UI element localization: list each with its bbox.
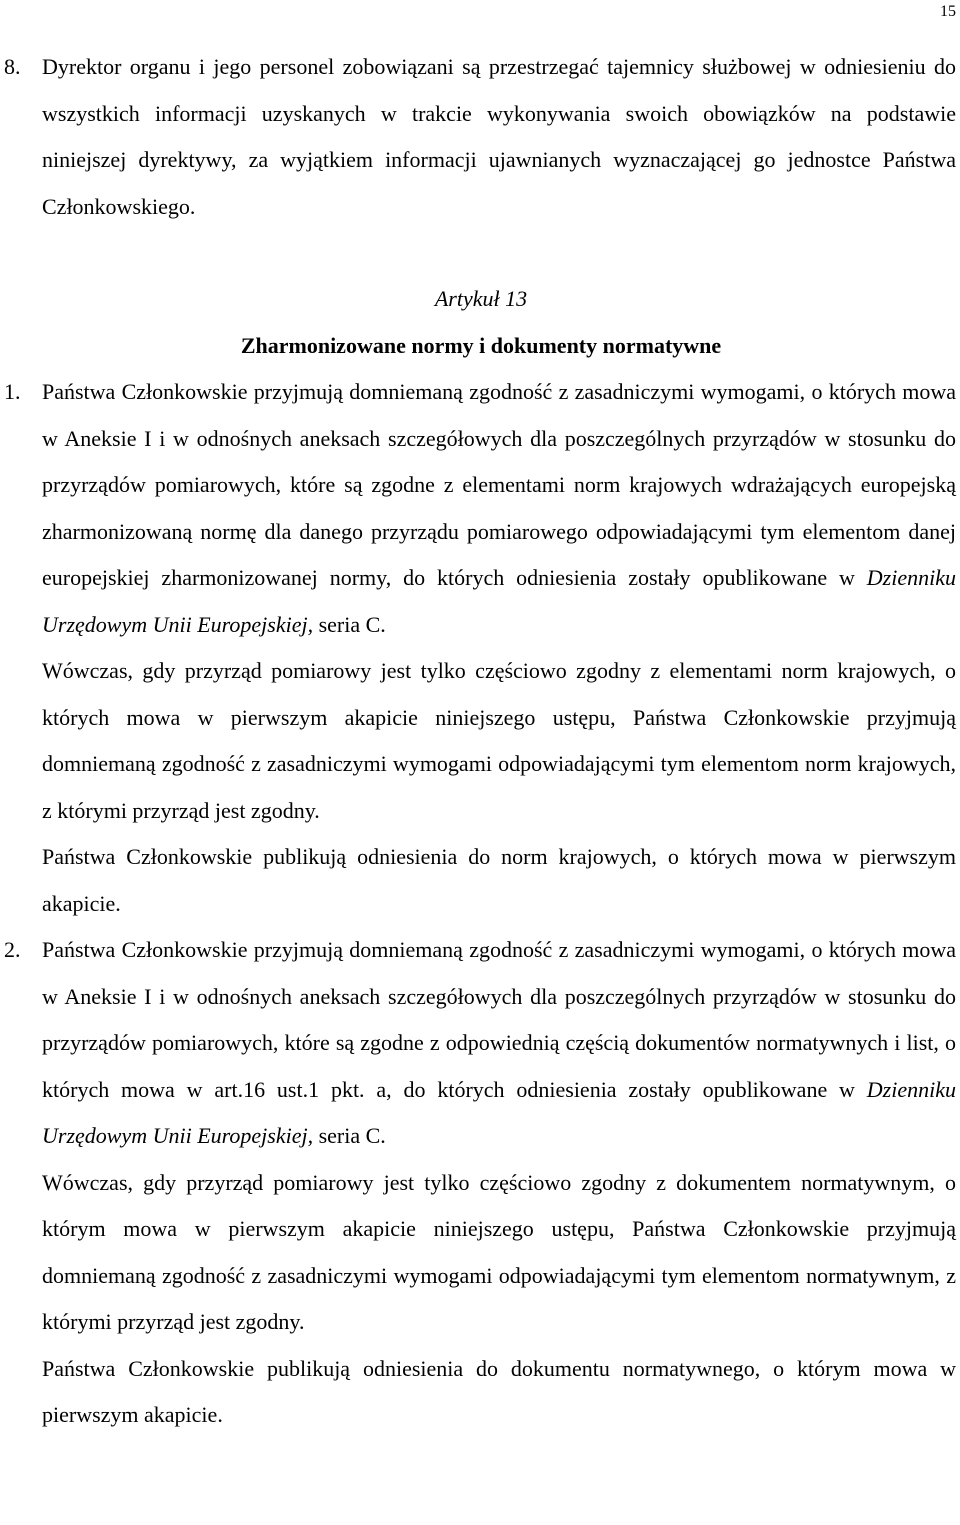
article-heading: Zharmonizowane normy i dokumenty normatywne (240, 332, 722, 358)
paragraph-item-2 (4, 927, 956, 1160)
item-text-end: seria C. (313, 611, 386, 637)
document-body (4, 44, 956, 1439)
item-2-paragraph-2: Wówczas, gdy przyrząd pomiarowy jest tylko częściowo zgodny z dokumentem normatywnym, o którym mowa w pierwszym akapicie niniejszego ustępu, Państwa Członkowskie przyjmują domniemaną zgodność z zasadniczymi wymogami odpowiadającymi tym elementom normatywnym, z którymi przyrząd jest zgodny. (42, 1169, 956, 1334)
page-number: 15 (940, 3, 956, 20)
paragraph-item-1 (4, 369, 956, 648)
item-2-paragraph-3: Państwa Członkowskie publikują odniesienia do dokumentu normatywnego, o którym mowa w pierwszym akapicie. (42, 1355, 956, 1427)
item-1-paragraph-2: Wówczas, gdy przyrząd pomiarowy jest tylko częściowo zgodny z elementami norm krajowych, o których mowa w pierwszym akapicie niniejszego ustępu, Państwa Członkowskie przyjmują domniemaną zgodność z zasadniczymi wymogami odpowiadającymi tym elementom norm krajowych, z którymi przyrząd jest zgodny. (42, 658, 956, 823)
item-text: Państwa Członkowskie przyjmują domniemaną zgodność z zasadniczymi wymogami, o których mowa w Aneksie I i w odnośnych aneksach szczegółowych dla poszczególnych przyrządów w stosunku do przyrządów pomiarowych, które są zgodne z elementami norm krajowych wdrażających europejską zharmonizowaną normę dla danego przyrządu pomiarowego odpowiadającymi tym elementom danej europejskiej zharmonizowanej normy, do których odniesienia zostały opublikowane w (42, 379, 956, 590)
journal-title: Dzienniku Urzędowym Unii Europejskiej, (42, 1076, 956, 1148)
item-1-paragraph-3: Państwa Członkowskie publikują odniesienia do norm krajowych, o których mowa w pierwszym akapicie. (42, 844, 956, 916)
item-text: Państwa Członkowskie przyjmują domniemaną zgodność z zasadniczymi wymogami, o których mowa w Aneksie I i w odnośnych aneksach szczegółowych dla poszczególnych przyrządów w stosunku do przyrządów pomiarowych, które są zgodne z odpowiednią częścią dokumentów normatywnych i list, o których mowa w art.16 ust.1 pkt. a, do których odniesienia zostały opublikowane w (42, 937, 956, 1102)
item-text-end: seria C. (313, 1123, 386, 1148)
item-number: 8. (4, 54, 21, 79)
item-text: Dyrektor organu i jego personel zobowiązani są przestrzegać tajemnicy służbowej w odniesieniu do wszystkich informacji uzyskanych w trakcie wykonywania swoich obowiązków na podstawie niniejszej dyrektywy, za wyjątkiem informacji ujawnianych wyznaczającej go jednostce Państwa Członkowskiego. (42, 54, 956, 219)
journal-title: Dzienniku Urzędowym Unii Europejskiej, (42, 565, 956, 637)
article-title: Artykuł 13 (434, 286, 528, 311)
item-number: 2. (4, 937, 21, 962)
item-number: 1. (4, 379, 21, 404)
paragraph-item-8 (4, 44, 956, 230)
